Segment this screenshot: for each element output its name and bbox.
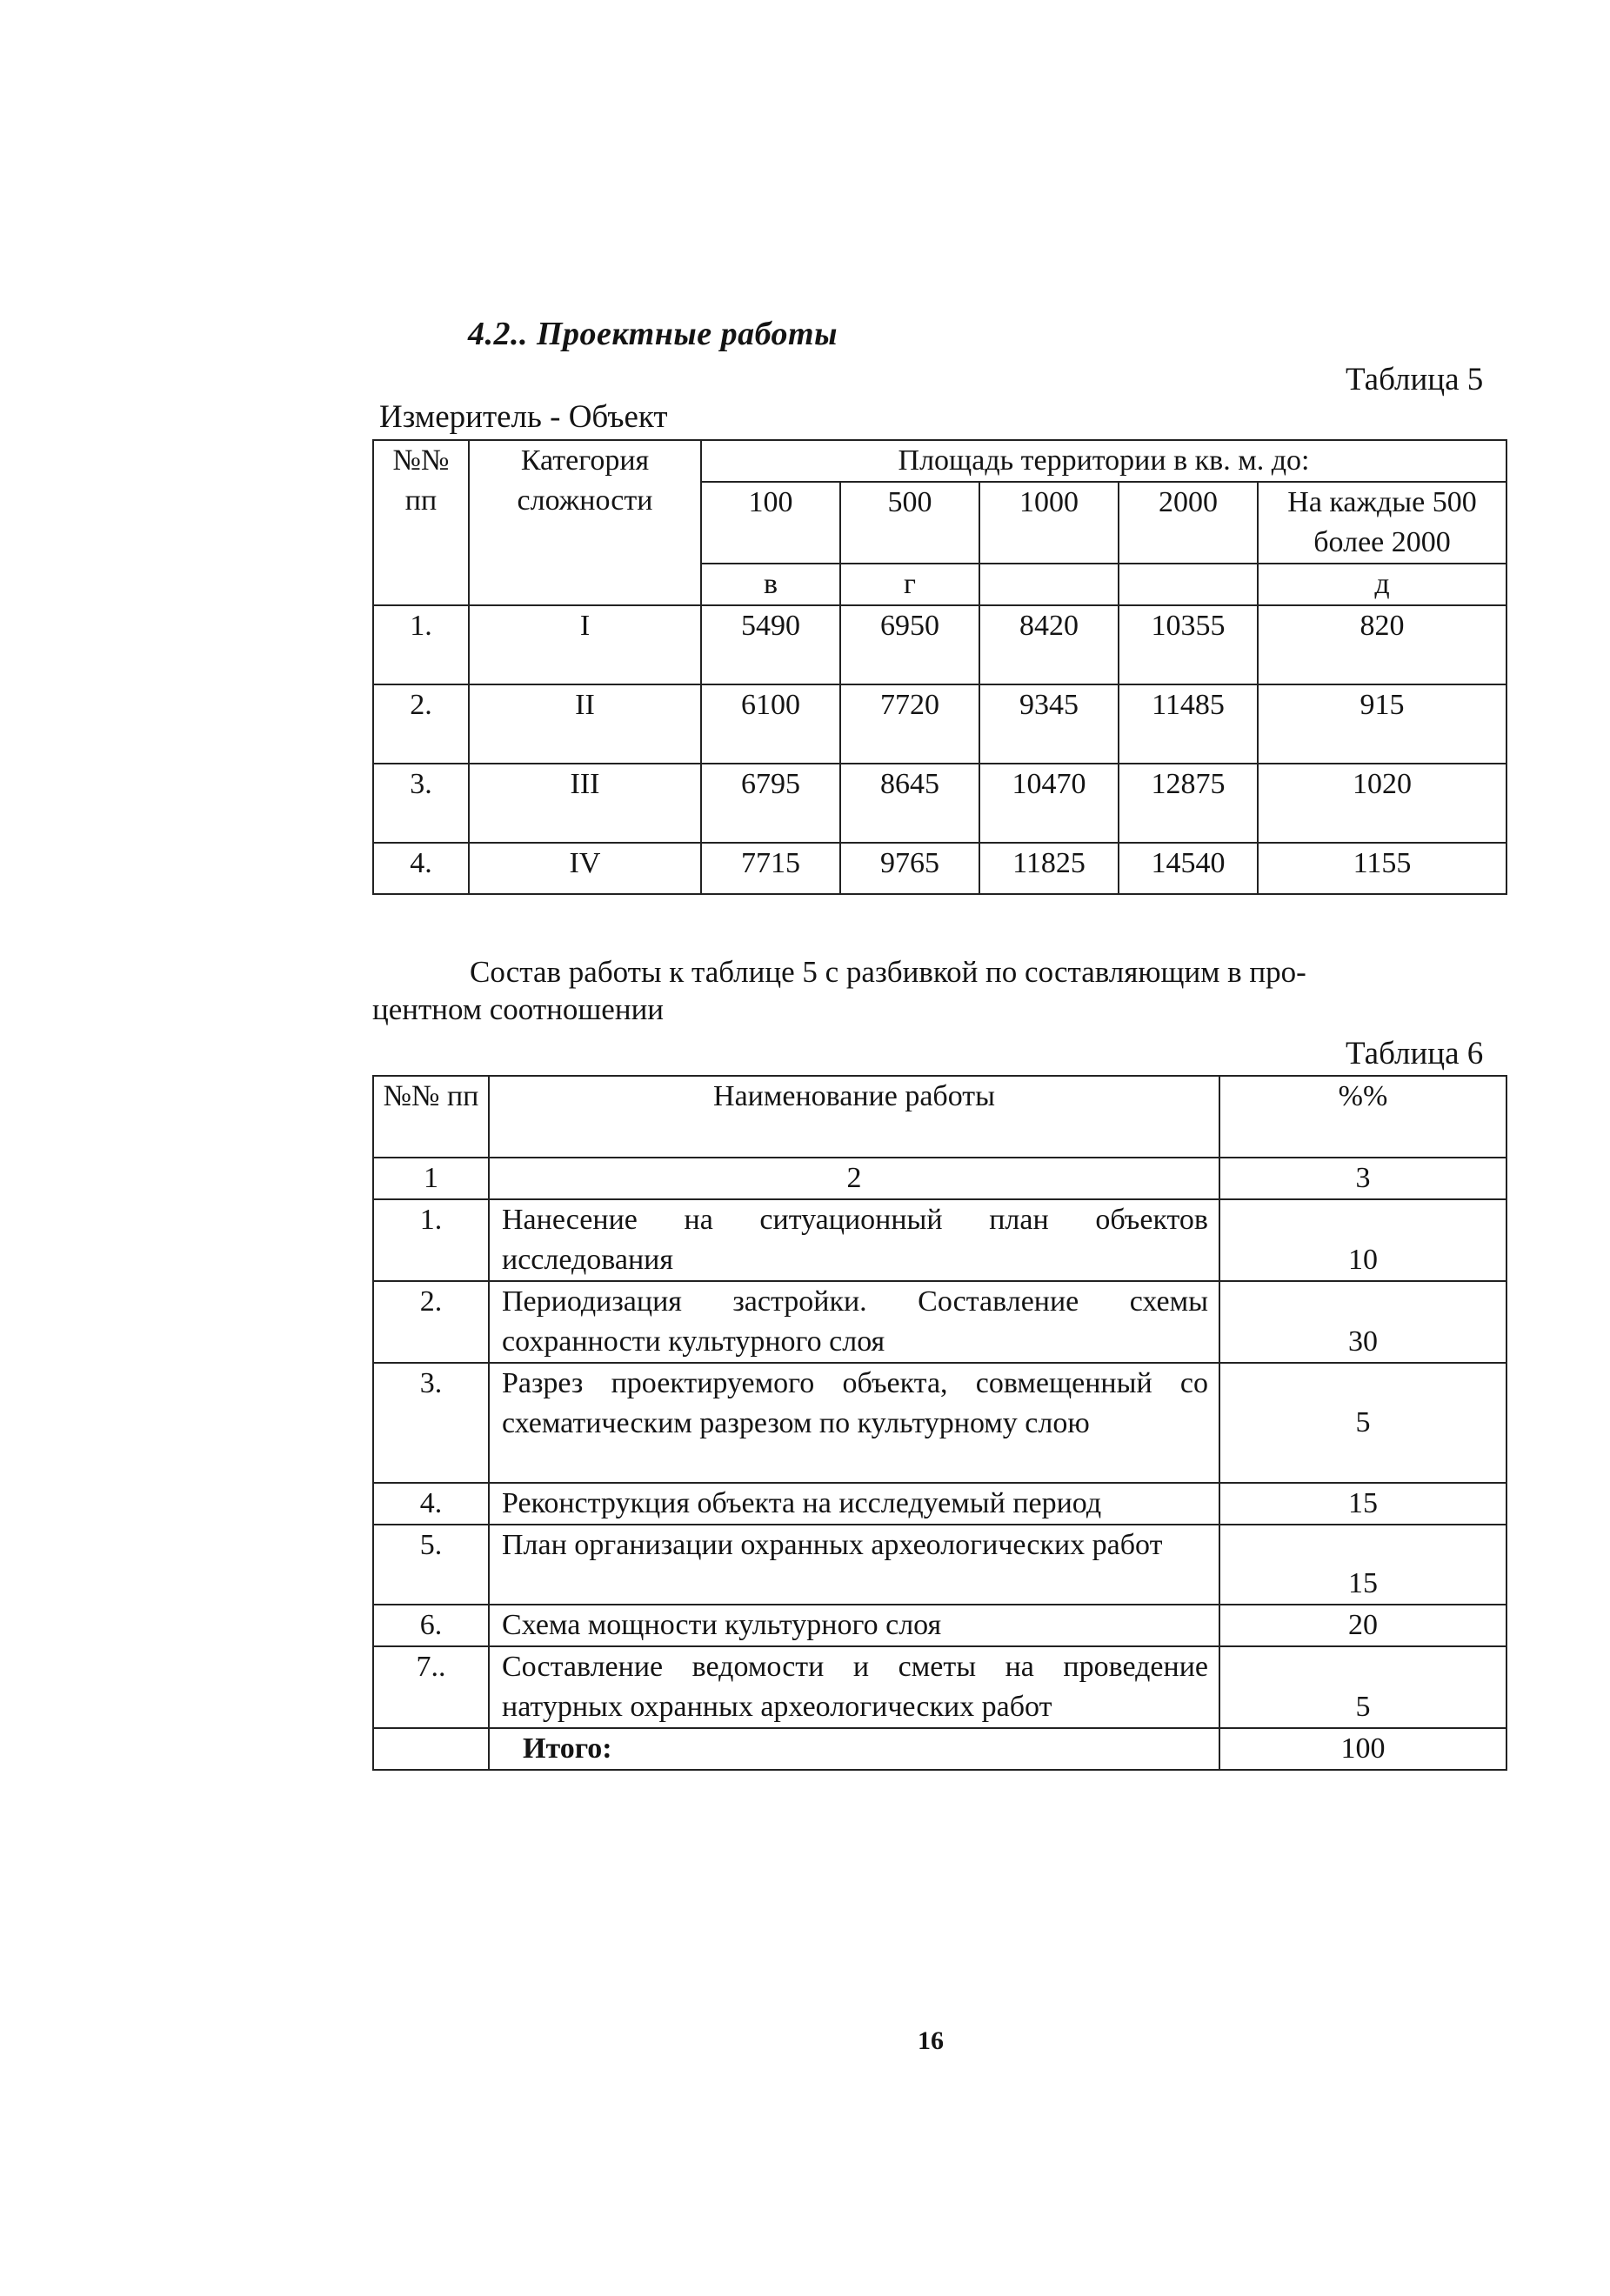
t6-cell-name: Составление ведомости и сметы на проведение натурных охранных археологических работ (489, 1646, 1219, 1728)
t5-header-num: №№ пп (373, 440, 469, 605)
t5-cell-cat: I (469, 605, 701, 684)
page-number: 16 (918, 2026, 944, 2055)
t6-total-value: 100 (1219, 1728, 1506, 1770)
t6-cell-name: Реконструкция объекта на исследуемый период (489, 1483, 1219, 1525)
t6-cell-pct: 15 (1219, 1483, 1506, 1525)
t5-col-500: 500 (840, 482, 979, 564)
t6-cell-pct: 20 (1219, 1605, 1506, 1646)
t6-cell-pct: 15 (1219, 1525, 1506, 1605)
table-total-row (373, 1728, 1506, 1770)
t5-cell: 10470 (979, 764, 1119, 843)
t5-cell: 915 (1258, 684, 1506, 764)
t5-col-each500: На каждые 500 более 2000 (1258, 482, 1506, 564)
t6-cell-pct: 5 (1219, 1363, 1506, 1483)
table-row (373, 1281, 1506, 1363)
t6-cell-num: 4. (373, 1483, 489, 1525)
t5-cell: 7720 (840, 684, 979, 764)
table5-label: Таблица 5 (1346, 362, 1484, 397)
table-row (373, 1605, 1506, 1646)
table-row (373, 1363, 1506, 1483)
t5-cell: 11825 (979, 843, 1119, 894)
t5-cell: 6100 (701, 684, 840, 764)
t6-header-num: №№ пп (373, 1076, 489, 1158)
t5-letter (979, 564, 1119, 605)
t5-cell: 5490 (701, 605, 840, 684)
t6-cell-name: Схема мощности культурного слоя (489, 1605, 1219, 1646)
t6-cell-pct: 10 (1219, 1199, 1506, 1281)
t6-total-empty (373, 1728, 489, 1770)
t6-cell-pct: 30 (1219, 1281, 1506, 1363)
t6-cell-name: Нанесение на ситуационный план объектов исследования (489, 1199, 1219, 1281)
table-row (373, 1646, 1506, 1728)
section-title: 4.2.. Проектные работы (468, 316, 838, 352)
t5-cell: 6795 (701, 764, 840, 843)
t5-col-100: 100 (701, 482, 840, 564)
table-row (373, 1525, 1506, 1605)
t6-cell-num: 3. (373, 1363, 489, 1483)
table-row (373, 605, 1506, 684)
t5-cell: 9765 (840, 843, 979, 894)
t5-cell: 6950 (840, 605, 979, 684)
table-5 (372, 439, 1507, 895)
composition-text-line1: Состав работы к таблице 5 с разбивкой по составляющим в про- (470, 955, 1306, 989)
t5-cell: 1155 (1258, 843, 1506, 894)
composition-text-line2: центном соотношении (372, 992, 665, 1026)
t5-letter: в (701, 564, 840, 605)
t6-cell-name: Периодизация застройки. Составление схемы сохранности культурного слоя (489, 1281, 1219, 1363)
t6-cell-pct: 5 (1219, 1646, 1506, 1728)
t5-col-1000: 1000 (979, 482, 1119, 564)
t5-col-2000: 2000 (1119, 482, 1258, 564)
t5-cell: 7715 (701, 843, 840, 894)
table-row (373, 684, 1506, 764)
t5-cell-cat: II (469, 684, 701, 764)
t5-cell-cat: IV (469, 843, 701, 894)
t5-cell: 8645 (840, 764, 979, 843)
t5-cell: 1020 (1258, 764, 1506, 843)
t5-cell-cat: III (469, 764, 701, 843)
table5-measure: Измеритель - Объект (379, 399, 668, 435)
t5-cell-num: 2. (373, 684, 469, 764)
t6-cell-num: 5. (373, 1525, 489, 1605)
t5-cell: 8420 (979, 605, 1119, 684)
t5-letter: д (1258, 564, 1506, 605)
table-6 (372, 1075, 1507, 1771)
t5-header-category: Категория сложности (469, 440, 701, 605)
t6-cell-num: 6. (373, 1605, 489, 1646)
table-row (373, 1199, 1506, 1281)
t5-letter: г (840, 564, 979, 605)
table-row (373, 843, 1506, 894)
t5-cell: 820 (1258, 605, 1506, 684)
t6-cell-num: 7.. (373, 1646, 489, 1728)
t6-cell-num: 2. (373, 1281, 489, 1363)
t5-header-area: Площадь территории в кв. м. до: (701, 440, 1506, 482)
t5-letter (1119, 564, 1258, 605)
t5-cell-num: 4. (373, 843, 469, 894)
t6-colnum: 1 (373, 1158, 489, 1199)
t6-header-name: Наименование работы (489, 1076, 1219, 1158)
t6-cell-num: 1. (373, 1199, 489, 1281)
t5-cell-num: 3. (373, 764, 469, 843)
t6-cell-name: План организации охранных археологических работ (489, 1525, 1219, 1605)
t5-cell: 11485 (1119, 684, 1258, 764)
t5-cell: 10355 (1119, 605, 1258, 684)
t6-colnum: 2 (489, 1158, 1219, 1199)
t6-cell-name: Разрез проектируемого объекта, совмещенный со схематическим разрезом по культурному слою (489, 1363, 1219, 1483)
t6-header-pct: %% (1219, 1076, 1506, 1158)
t5-cell: 14540 (1119, 843, 1258, 894)
table-row (373, 1483, 1506, 1525)
table6-label: Таблица 6 (1346, 1036, 1484, 1071)
t6-colnum: 3 (1219, 1158, 1506, 1199)
t5-cell-num: 1. (373, 605, 469, 684)
t5-cell: 9345 (979, 684, 1119, 764)
table-row (373, 764, 1506, 843)
t5-cell: 12875 (1119, 764, 1258, 843)
t6-total-label: Итого: (489, 1728, 1219, 1770)
